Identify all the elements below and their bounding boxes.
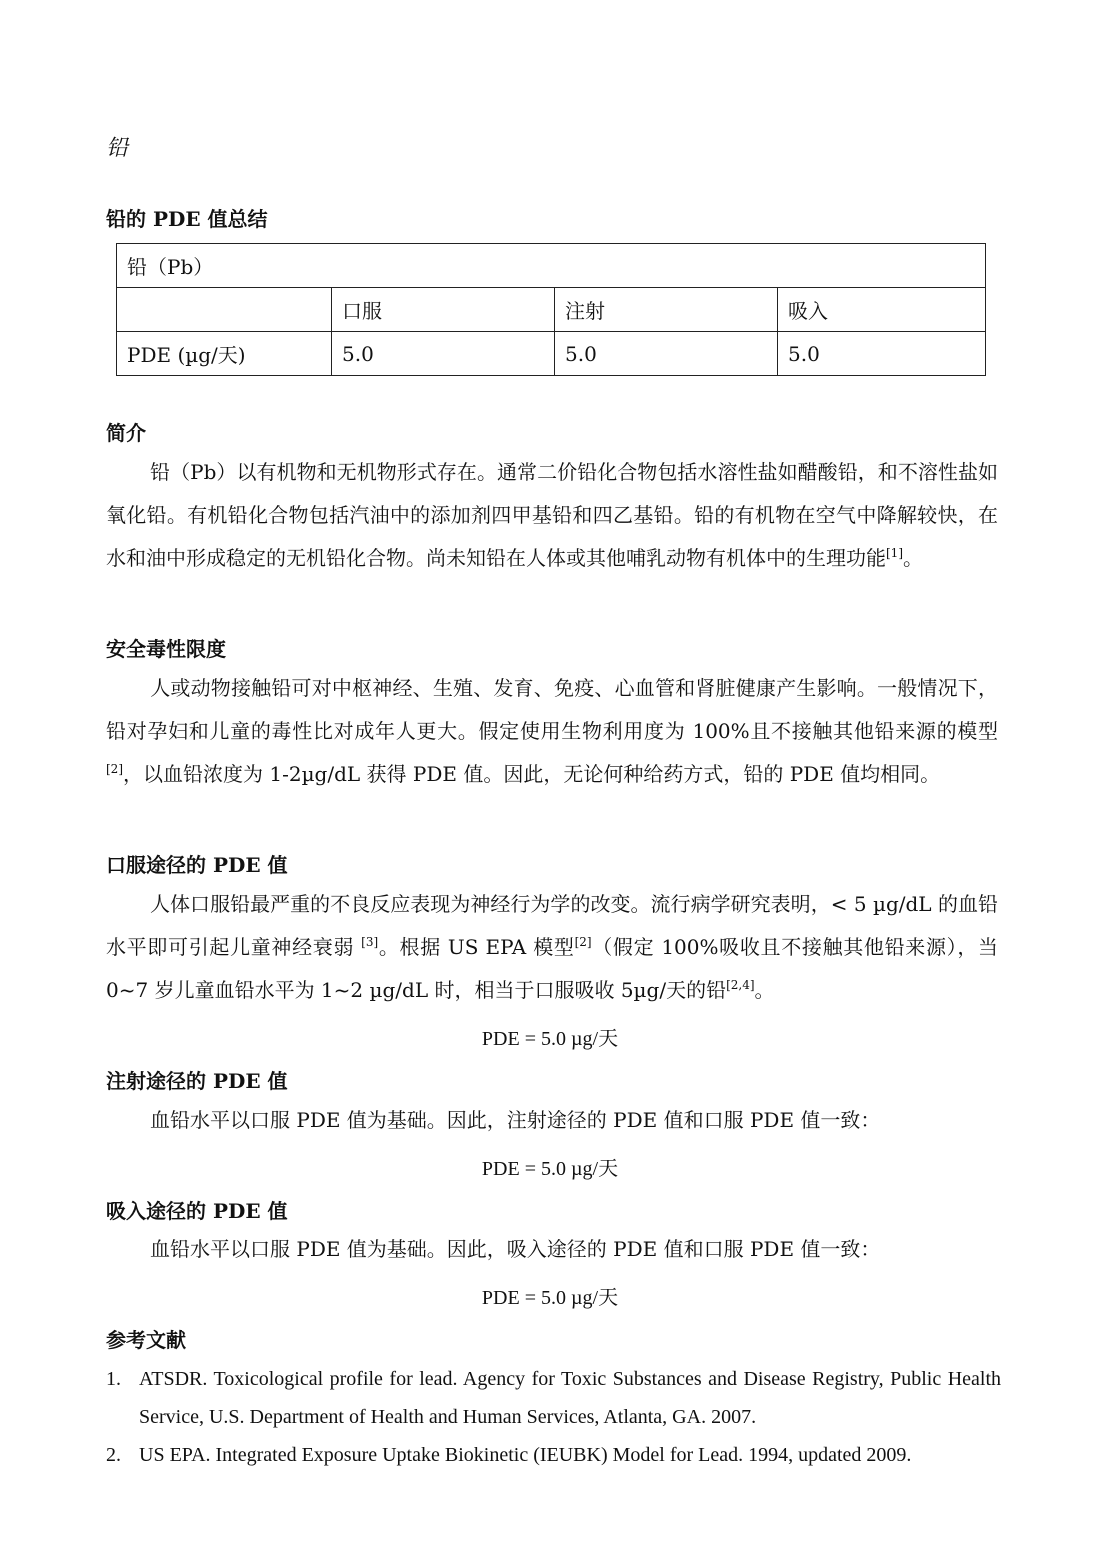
reference-text: US EPA. Integrated Exposure Uptake Biokinetic (IEUBK) Model for Lead. 1994, updated 2009. (139, 1444, 912, 1466)
table-cell-value: 5.0 (778, 332, 986, 376)
reference-item (106, 1360, 1001, 1436)
citation: [1] (886, 546, 903, 560)
table-header-blank (117, 288, 332, 332)
safety-paragraph (106, 667, 998, 796)
safety-text: 人或动物接触铅可对中枢神经、生殖、发育、免疫、心血管和肾脏健康产生影响。一般情况下，铅对孕妇和儿童的毒性比对成年人更大。假定使用生物利用度为 100%且不接触其他铅来源的模型 (106, 676, 998, 743)
oral-text-cont2: （假定 100%吸收且不接触其他铅来源），当 0~7 岁儿童血铅水平为 1~2 µg/dL 时，相当于口服吸收 5µg/天的铅 (106, 935, 998, 1002)
table-header-route: 注射 (555, 288, 778, 332)
summary-heading: 铅的 PDE 值总结 (106, 207, 268, 231)
document-title: 铅 (106, 136, 129, 161)
parenteral-text: 血铅水平以口服 PDE 值为基础。因此，注射途径的 PDE 值和口服 PDE 值一致： (150, 1108, 881, 1132)
citation: [2] (574, 935, 592, 949)
oral-text-cont: 。根据 US EPA 模型 (378, 935, 575, 959)
safety-heading: 安全毒性限度 (106, 637, 226, 661)
oral-formula: PDE = 5.0 µg/天 (481, 1028, 619, 1050)
citation: [2] (106, 762, 123, 776)
table-cell-value: 5.0 (332, 332, 555, 376)
intro-end: 。 (903, 546, 923, 570)
citation: [3] (361, 935, 379, 949)
reference-text: ATSDR. Toxicological profile for lead. Agency for Toxic Substances and Disease Registry, Public Health Service, U.S. Department of Health and Human Services, Atlanta, GA. 2007. (139, 1368, 1001, 1428)
references-heading: 参考文献 (106, 1328, 186, 1352)
pde-summary-table (116, 243, 986, 376)
table-header-row (117, 288, 986, 332)
table-caption-row (117, 244, 986, 288)
parenteral-heading: 注射途径的 PDE 值 (106, 1069, 288, 1093)
reference-number: 1. (106, 1368, 121, 1390)
safety-text-cont: ，以血铅浓度为 1-2µg/dL 获得 PDE 值。因此，无论何种给药方式，铅的 PDE 值均相同。 (123, 762, 941, 786)
reference-item (106, 1436, 1001, 1474)
inhalation-text: 血铅水平以口服 PDE 值为基础。因此，吸入途径的 PDE 值和口服 PDE 值一致： (150, 1237, 881, 1261)
reference-number: 2. (106, 1444, 121, 1466)
table-row-label: PDE (µg/天) (117, 332, 332, 376)
oral-end: 。 (754, 978, 775, 1002)
table-caption: 铅（Pb） (117, 244, 986, 288)
inhalation-heading: 吸入途径的 PDE 值 (106, 1199, 288, 1223)
citation: [2,4] (726, 978, 755, 992)
inhalation-paragraph (106, 1228, 998, 1271)
table-header-route: 吸入 (778, 288, 986, 332)
table-cell-value: 5.0 (555, 332, 778, 376)
table-header-route: 口服 (332, 288, 555, 332)
inhalation-formula: PDE = 5.0 µg/天 (481, 1287, 619, 1309)
oral-text: 人体口服铅最严重的不良反应表现为神经行为学的改变。流行病学研究表明，< 5 µg/dL 的血铅水平即可引起儿童神经衰弱 (106, 892, 998, 959)
intro-text: 铅（Pb）以有机物和无机物形式存在。通常二价铅化合物包括水溶性盐如醋酸铅，和不溶性盐如氧化铅。有机铅化合物包括汽油中的添加剂四甲基铅和四乙基铅。铅的有机物在空气中降解较快，在水和油中形成稳定的无机铅化合物。尚未知铅在人体或其他哺乳动物有机体中的生理功能 (106, 460, 998, 570)
intro-paragraph (106, 451, 998, 580)
parenteral-paragraph (106, 1099, 998, 1142)
parenteral-formula: PDE = 5.0 µg/天 (481, 1158, 619, 1180)
table-row (117, 332, 986, 376)
intro-heading: 简介 (106, 421, 146, 445)
oral-paragraph (106, 883, 998, 1012)
oral-heading: 口服途径的 PDE 值 (106, 853, 288, 877)
